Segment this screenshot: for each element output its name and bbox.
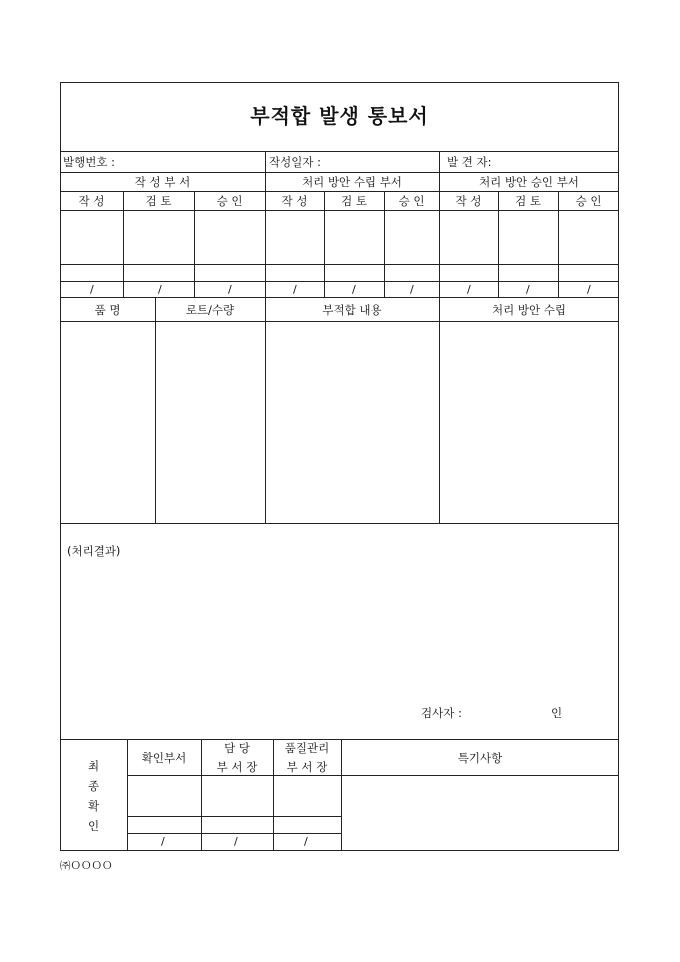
final-side-char: 종 — [87, 779, 100, 793]
divider-line — [60, 151, 619, 152]
role-review: 검 토 — [515, 194, 541, 208]
date-slash: / — [90, 283, 94, 296]
final-side-char: 인 — [87, 819, 100, 833]
divider-line — [60, 321, 619, 322]
divider-line — [127, 833, 341, 834]
divider-line — [60, 523, 619, 524]
date-slash: / — [526, 283, 530, 296]
date-slash: / — [352, 283, 356, 296]
role-write: 작 성 — [455, 194, 482, 208]
form-title: 부적합 발생 통보서 — [250, 104, 429, 128]
issue-no-label: 발행번호 : — [63, 155, 115, 169]
date-label: 작성일자 : — [269, 155, 321, 169]
divider-line — [60, 172, 619, 173]
writing-dept-header: 작 성 부 서 — [134, 175, 191, 189]
role-review: 검 토 — [341, 194, 367, 208]
date-slash: / — [293, 283, 297, 296]
product-name-header: 품 명 — [94, 303, 121, 317]
in-charge-header-bottom: 부 서 장 — [216, 760, 258, 774]
date-slash: / — [304, 835, 308, 848]
role-write: 작 성 — [281, 194, 308, 208]
divider-line — [155, 297, 156, 523]
divider-line — [201, 739, 202, 851]
inspector-label: 검사자 : — [421, 706, 462, 720]
divider-line — [439, 297, 440, 523]
divider-line — [265, 297, 266, 523]
divider-line — [439, 151, 440, 297]
role-approve: 승 인 — [216, 194, 243, 208]
divider-line — [60, 264, 619, 265]
qc-header-bottom: 부 서 장 — [286, 760, 328, 774]
divider-line — [273, 739, 274, 851]
final-side-char: 확 — [87, 799, 100, 813]
role-approve: 승 인 — [398, 194, 425, 208]
divider-line — [265, 151, 266, 297]
confirm-dept-header: 확인부서 — [141, 751, 187, 765]
divider-line — [127, 816, 341, 817]
approval-dept-header: 처리 방안 승인 부서 — [479, 175, 579, 189]
result-label: (처리결과) — [67, 544, 121, 558]
divider-line — [60, 297, 619, 298]
divider-line — [60, 210, 619, 211]
in-charge-header-top: 담 당 — [224, 741, 250, 755]
remarks-header: 특기사항 — [457, 751, 503, 765]
final-side-char: 최 — [87, 759, 100, 773]
lot-qty-header: 로트/수량 — [185, 303, 235, 317]
date-slash: / — [234, 835, 238, 848]
role-approve: 승 인 — [575, 194, 602, 208]
role-review: 검 토 — [145, 194, 172, 208]
plan-dept-header: 처리 방안 수립 부서 — [302, 175, 402, 189]
date-slash: / — [158, 283, 162, 296]
role-write: 작 성 — [78, 194, 105, 208]
action-plan-header: 처리 방안 수립 — [492, 303, 566, 317]
date-slash: / — [587, 283, 591, 296]
qc-header-top: 품질관리 — [284, 741, 330, 755]
finder-label: 발 견 자: — [447, 155, 492, 169]
date-slash: / — [228, 283, 232, 296]
seal-mark: 인 — [551, 706, 563, 720]
date-slash: / — [410, 283, 414, 296]
divider-line — [60, 191, 619, 192]
company-footer: ㈜ＯＯＯＯ — [60, 860, 113, 872]
nonconformity-header: 부적합 내용 — [322, 303, 382, 317]
date-slash: / — [161, 835, 165, 848]
divider-line — [60, 739, 619, 740]
divider-line — [60, 281, 619, 282]
date-slash: / — [467, 283, 471, 296]
